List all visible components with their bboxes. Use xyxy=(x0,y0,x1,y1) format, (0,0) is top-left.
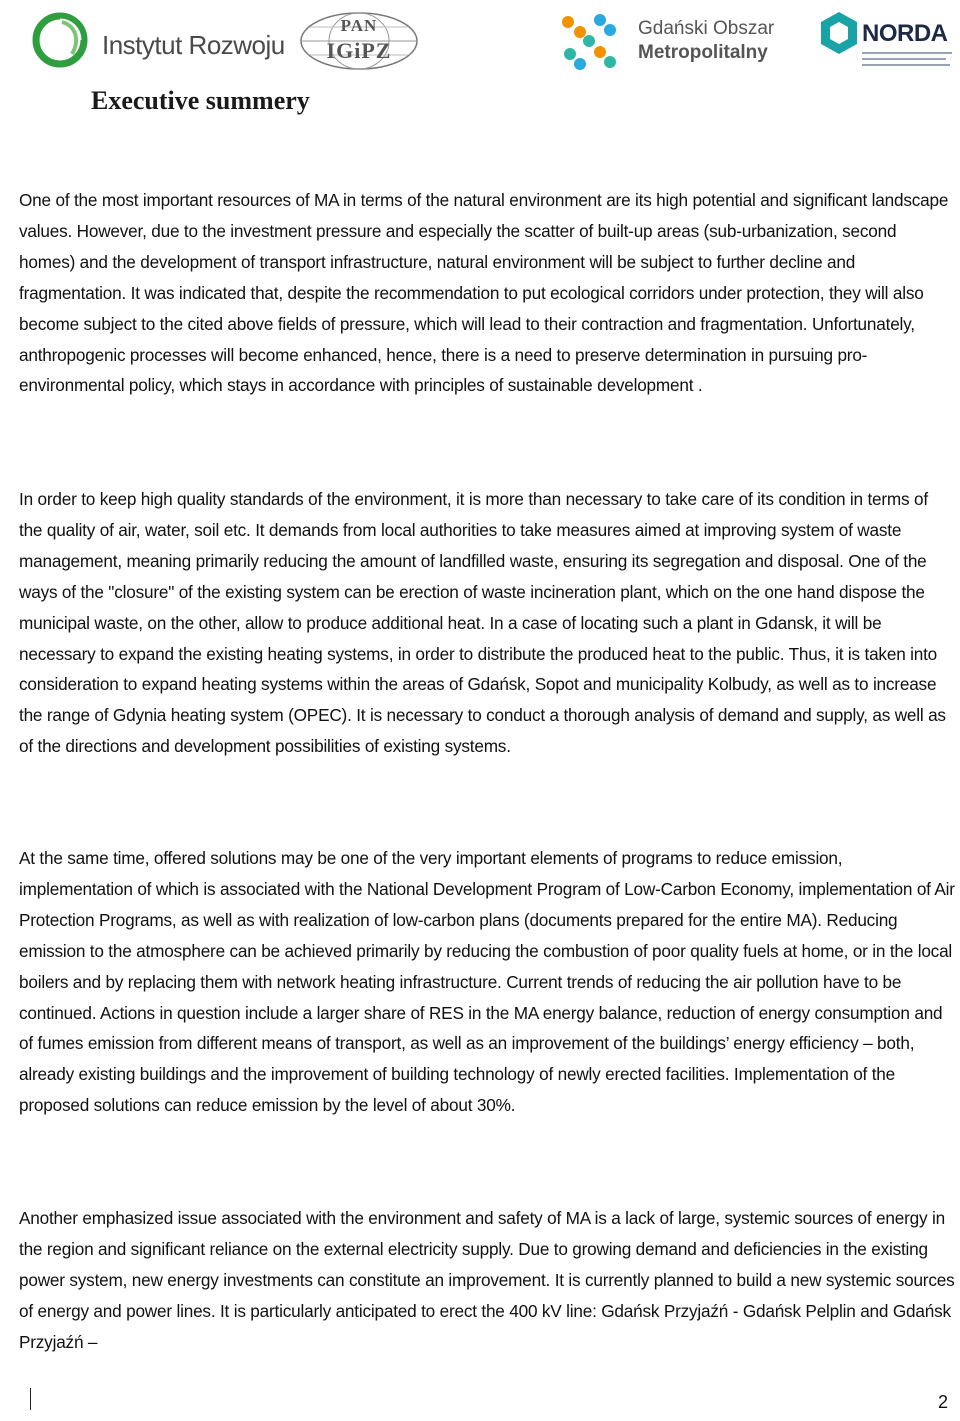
norda-hexagon-icon xyxy=(818,10,860,56)
body-paragraph: In order to keep high quality standards of the environment, it is more than necessary to take care of its condition in terms of the quality of air, water, soil etc. It demands from local authorities to take measures aimed at improving system of waste management, meaning primarily reducing the amount of landfilled waste, ensuring its segregation and disposal. One of the ways of the "closure" of the existing system can be erection of waste incineration plant, which on the one hand dispose the municipal waste, on the other, allow to produce additional heat. In a case of locating such a plant in Gdansk, it will be necessary to expand the existing heating systems, in order to distribute the produced heat to the public. Thus, it is taken into consideration to expand heating systems within the areas of Gdańsk, Sopot and municipality Kolbudy, as well as to increase the range of Gdynia heating system (OPEC). It is necessary to conduct a thorough analysis of demand and supply, as well as of the directions and development possibilities of existing systems. xyxy=(19,489,946,757)
instytut-rozwoju-emblem-icon xyxy=(32,12,96,68)
gom-logo-line2: Metropolitalny xyxy=(638,42,768,63)
igipz-logo-text: IGiPZ xyxy=(326,38,392,63)
body-paragraph: One of the most important resources of MA in terms of the natural environment are its high potential and significant landscape values. However, due to the investment pressure and especially the scatter of built-up areas (sub-urbanization, second homes) and the development of transport infrastructure, natural environment will be subject to further decline and fragmentation. It was indicated that, despite the recommendation to put ecological corridors under protection, they will also become subject to the cited above fields of pressure, which will lead to their contraction and fragmentation. Unfortunately, anthropogenic processes will become enhanced, hence, there is a need to preserve determination in pursuing pro-environmental policy, which stays in accordance with principles of sustainable development . xyxy=(19,190,949,396)
body-paragraph: Another emphasized issue associated with the environment and safety of MA is a lack of large, systemic sources of energy in the region and significant reliance on the external electricity supply. Due to growing demand and deficiencies in the existing power system, new energy investments can constitute an improvement. It is currently planned to build a new systemic sources of energy and power lines. It is particularly anticipated to erect the 400 kV line: Gdańsk Przyjaźń - Gdańsk Pelplin and Gdańsk Przyjaźń – xyxy=(19,1208,955,1352)
norda-logo-text: NORDA xyxy=(862,20,948,47)
norda-tagline-line xyxy=(862,52,952,54)
norda-tagline-line xyxy=(862,64,950,66)
metropolitan-cross-icon xyxy=(556,10,622,72)
instytut-rozwoju-logo xyxy=(32,8,285,72)
pan-igipz-logo xyxy=(298,8,420,72)
norda-tagline-line xyxy=(862,58,946,60)
document-title: Executive summery xyxy=(91,86,310,115)
logo-header xyxy=(0,0,960,80)
instytut-rozwoju-name: Instytut Rozwoju xyxy=(102,30,285,60)
gdanski-obszar-metropolitalny-logo xyxy=(556,8,786,72)
margin-mark xyxy=(30,1388,31,1410)
body-paragraph: At the same time, offered solutions may be one of the very important elements of programs to reduce emission, implementation of which is associated with the National Development Program of Low-Carbon Economy, implementation of Air Protection Programs, as well as with realization of low-carbon plans (documents prepared for the entire MA). Reducing emission to the atmosphere can be achieved primarily by reducing the combustion of poor quality fuels at home, or in the local boilers and by replacing them with network heating infrastructure. Current trends of reducing the air pollution have to be continued. Actions in question include a larger share of RES in the MA energy balance, reduction of energy consumption and of fumes emission from different means of transport, as well as an improvement of the buildings’ energy efficiency – both, already existing buildings and the improvement of building technology of newly erected facilities. Implementation of the proposed solutions can reduce emission by the level of about 30%. xyxy=(19,848,955,1116)
pan-logo-text: PAN xyxy=(340,16,378,35)
page-number: 2 xyxy=(937,1392,948,1412)
gom-logo-line1: Gdański Obszar xyxy=(638,18,775,39)
norda-logo xyxy=(818,8,953,72)
